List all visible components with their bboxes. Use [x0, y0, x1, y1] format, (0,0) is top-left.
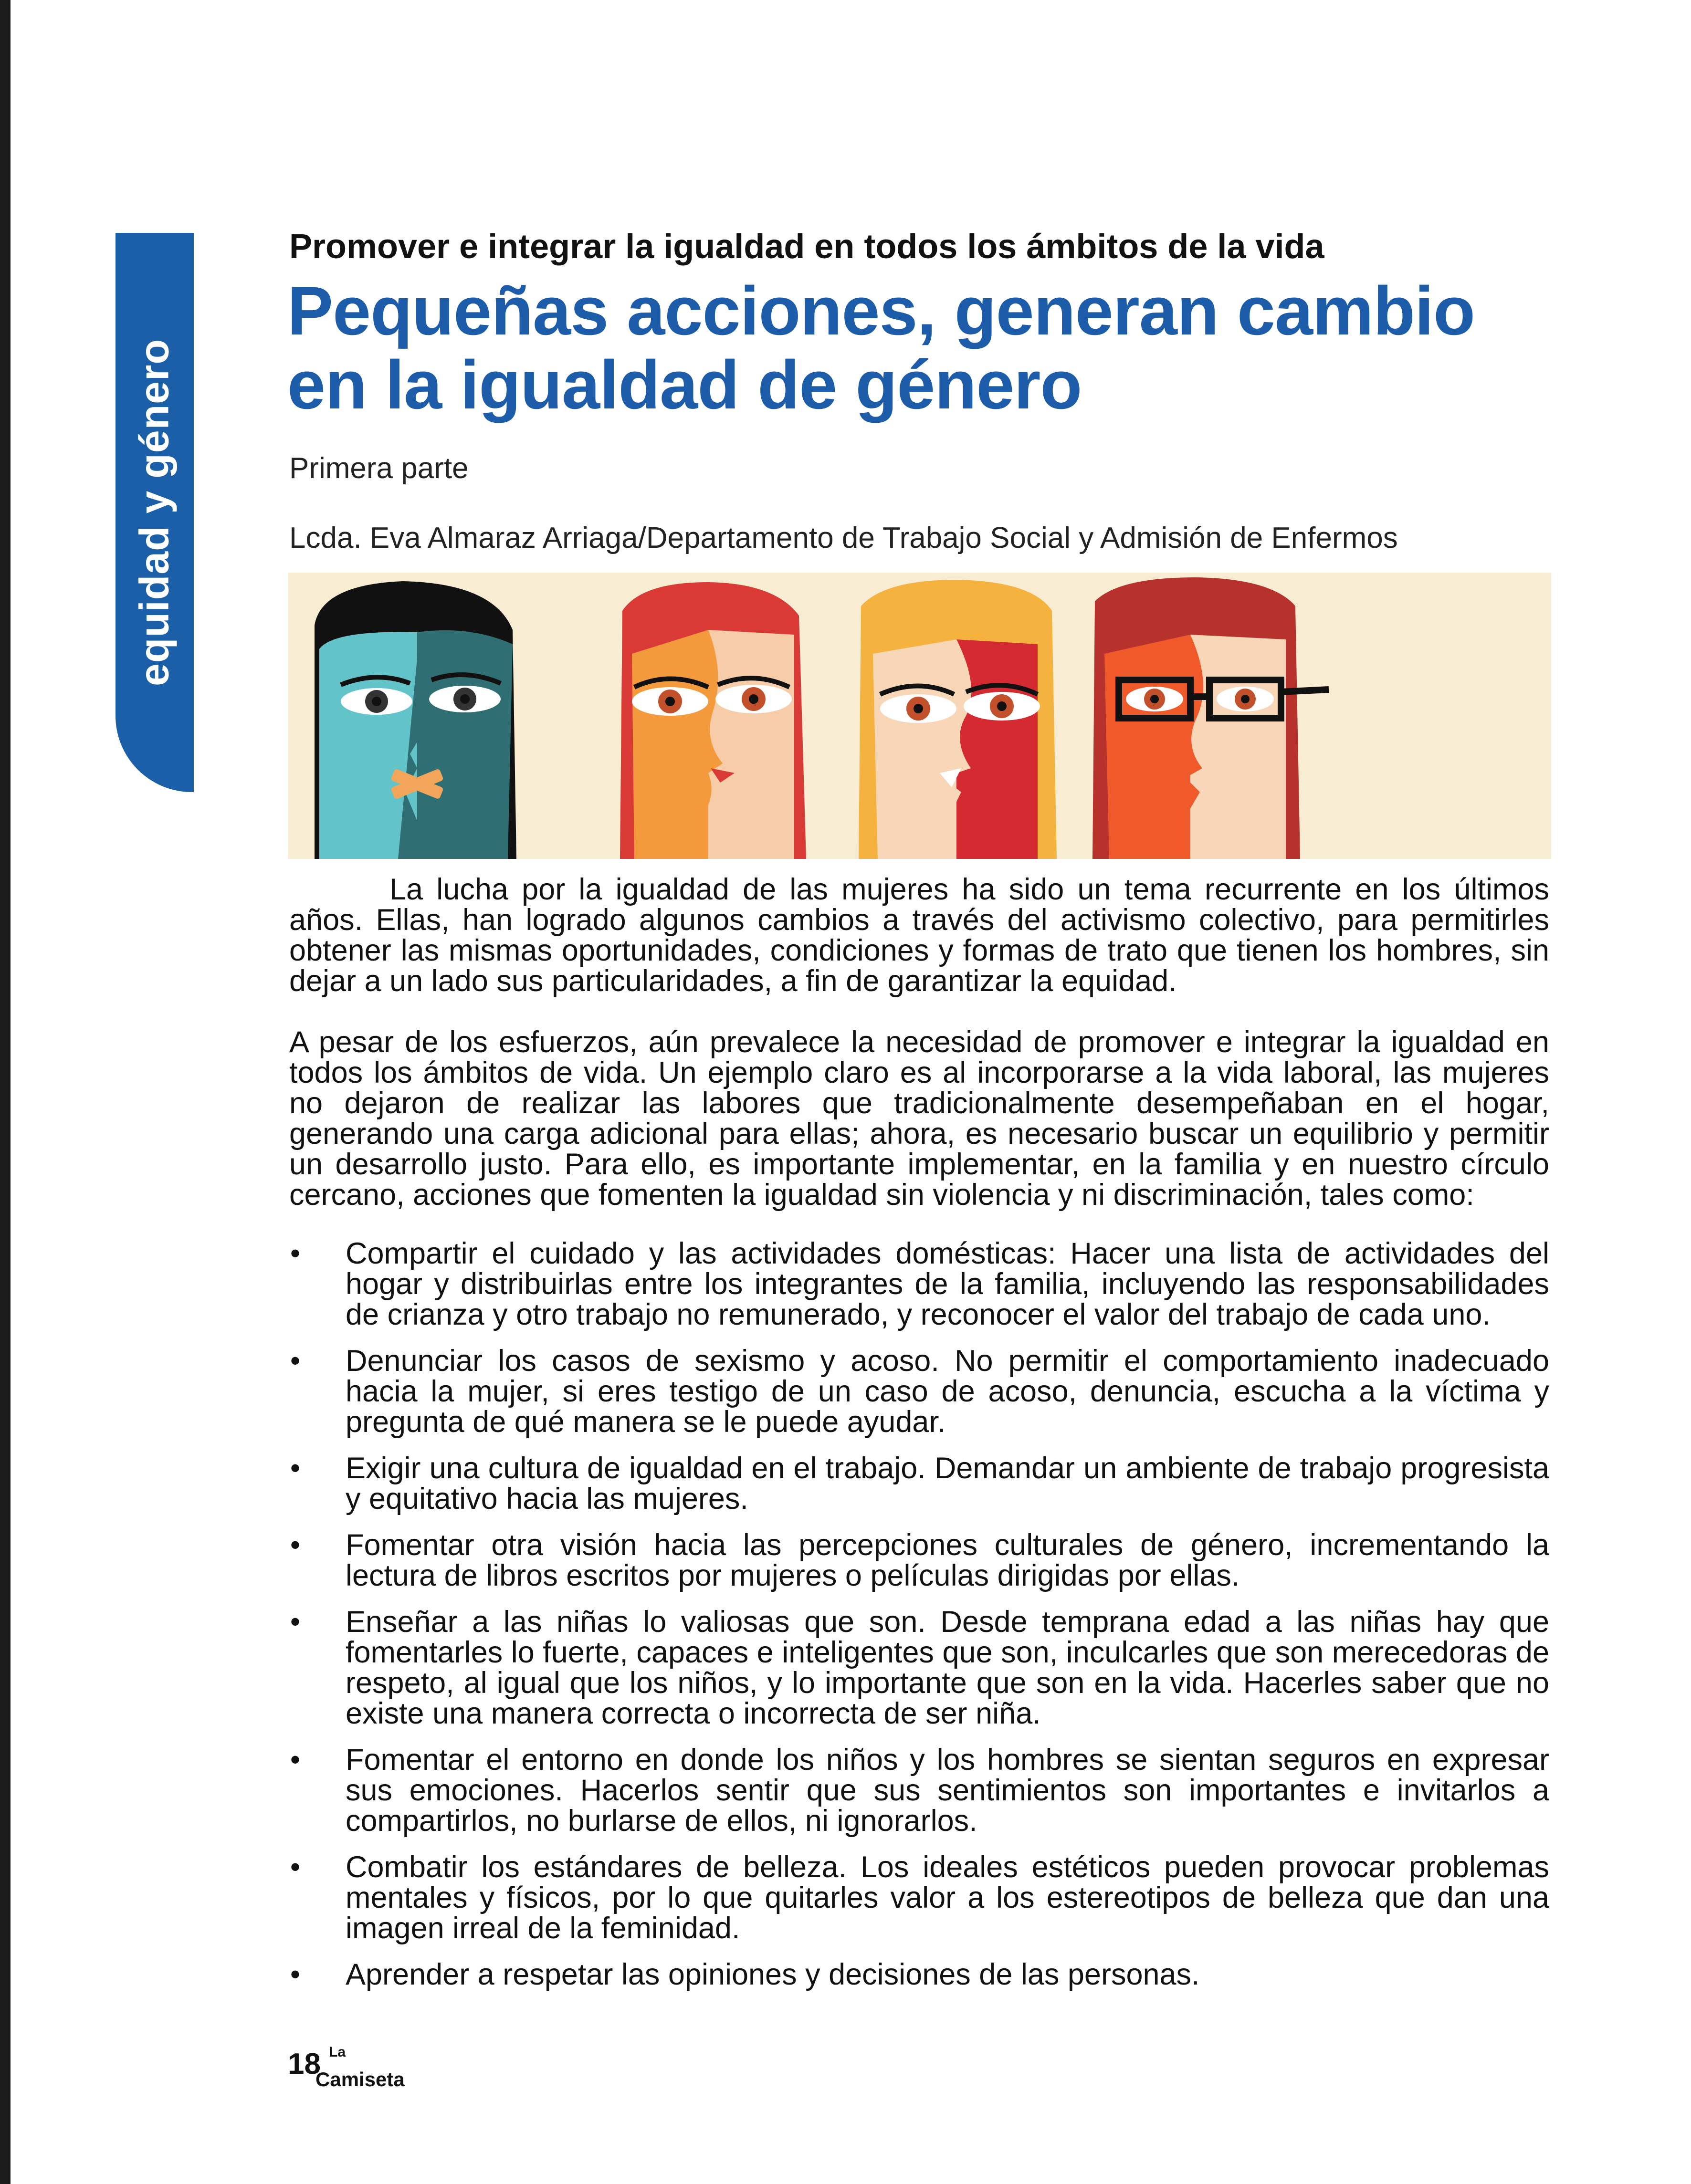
list-item: [289, 1607, 1549, 1729]
article-byline: Lcda. Eva Almaraz Arriaga/Departamento de Trabajo Social y Admisión de Enfermos: [289, 522, 1398, 554]
list-item: [289, 1852, 1549, 1944]
page-edge-shadow: [0, 0, 11, 2184]
list-item-text: Fomentar el entorno en donde los niños y los hombres se sientan seguros en expresar sus emociones. Hacerlos sentir que sus sentimientos son importantes e invitarlos a compartirlos, no burlarse de ellos, ni ignorarlos.: [346, 1743, 1549, 1838]
list-item-text: Exigir una cultura de igualdad en el trabajo. Demandar un ambiente de trabajo progresista y equitativo hacia las mujeres.: [346, 1452, 1549, 1515]
bullet-icon: •: [290, 1345, 301, 1377]
list-item: [289, 1238, 1549, 1330]
section-tab: [116, 233, 194, 792]
blonde-face-illustration: [859, 580, 1057, 859]
bullet-icon: •: [290, 1452, 301, 1484]
faces-illustration: [288, 573, 1551, 859]
list-item-text: Denunciar los casos de sexismo y acoso. No permitir el comportamiento inadecuado hacia la mujer, si eres testigo de un caso de acoso, denuncia, escucha a la víctima y pregunta de qué manera se le puede ayudar.: [346, 1344, 1549, 1439]
headline-line-2: en la igualdad de género: [287, 346, 1082, 423]
bullet-icon: •: [290, 1606, 301, 1638]
bullet-icon: •: [290, 1958, 301, 1990]
article-paragraph-1: La lucha por la igualdad de las mujeres ha sido un tema recurrente en los últimos años. Ellas, han logrado algunos cambios a través del activismo colectivo, para permitirles obtener las mismas oportunidades, condiciones y formas de trato que tienen los hombres, sin dejar a un lado sus particularidades, a fin de garantizar la equidad.: [289, 873, 1549, 998]
list-item-text: Fomentar otra visión hacia las percepciones culturales de género, incrementando la lectura de libros escritos por mujeres o películas dirigidas por ellas.: [346, 1528, 1549, 1592]
list-item: [289, 1453, 1549, 1514]
red-hair-face-illustration: [620, 582, 806, 859]
page-number: 18: [288, 2048, 321, 2080]
list-item-text: Combatir los estándares de belleza. Los ideales estéticos pueden provocar problemas mentales y físicos, por lo que quitarles valor a los estereotipos de belleza que dan una imagen irreal de la feminidad.: [346, 1850, 1549, 1945]
list-item-text: Compartir el cuidado y las actividades domésticas: Hacer una lista de actividades del hogar y distribuirlas entre los integrantes de la familia, incluyendo las responsabilidades de crianza y otro trabajo no remunerado, y reconocer el valor del trabajo de cada uno.: [346, 1237, 1549, 1331]
page-footer: [288, 2044, 479, 2104]
list-item: [289, 1530, 1549, 1591]
actions-list: [289, 1238, 1549, 2006]
silenced-face-illustration: [315, 581, 516, 859]
bullet-icon: •: [290, 1851, 301, 1883]
headline-line-1: Pequeñas acciones, generan cambio: [287, 272, 1475, 349]
article-kicker: Promover e integrar la igualdad en todos los ámbitos de la vida: [289, 228, 1324, 266]
list-item: [289, 1745, 1549, 1836]
article-headline: [287, 274, 1576, 422]
article-part: Primera parte: [289, 452, 469, 485]
magazine-name-line-1: La: [329, 2044, 346, 2060]
glasses-face-illustration: [1092, 577, 1329, 859]
list-item: [289, 1959, 1549, 1990]
bullet-icon: •: [290, 1529, 301, 1561]
section-label: equidad y género: [131, 338, 178, 687]
list-item: [289, 1346, 1549, 1437]
magazine-name-line-2: Camiseta: [315, 2068, 405, 2090]
list-item-text: Aprender a respetar las opiniones y decisiones de las personas.: [346, 1958, 1200, 1991]
bullet-icon: •: [290, 1237, 301, 1269]
bullet-icon: •: [290, 1744, 301, 1776]
list-item-text: Enseñar a las niñas lo valiosas que son. Desde temprana edad a las niñas hay que fomentarles lo fuerte, capaces e inteligentes que son, inculcarles que son merecedoras de respeto, al igual que los niños, y lo importante que son en la vida. Hacerles saber que no existe una manera correcta o incorrecta de ser niña.: [346, 1605, 1549, 1730]
article-paragraph-2: A pesar de los esfuerzos, aún prevalece la necesidad de promover e integrar la igualdad en todos los ámbitos de vida. Un ejemplo claro es al incorporarse a la vida laboral, las mujeres no dejaron de realizar las labores que tradicionalmente desempeñaban en el hogar, generando una carga adicional para ellas; ahora, es necesario buscar un equilibrio y permitir un desarrollo justo. Para ello, es importante implementar, en la familia y en nuestro círculo cercano, acciones que fomenten la igualdad sin violencia y ni discriminación, tales como:: [289, 1025, 1549, 1212]
